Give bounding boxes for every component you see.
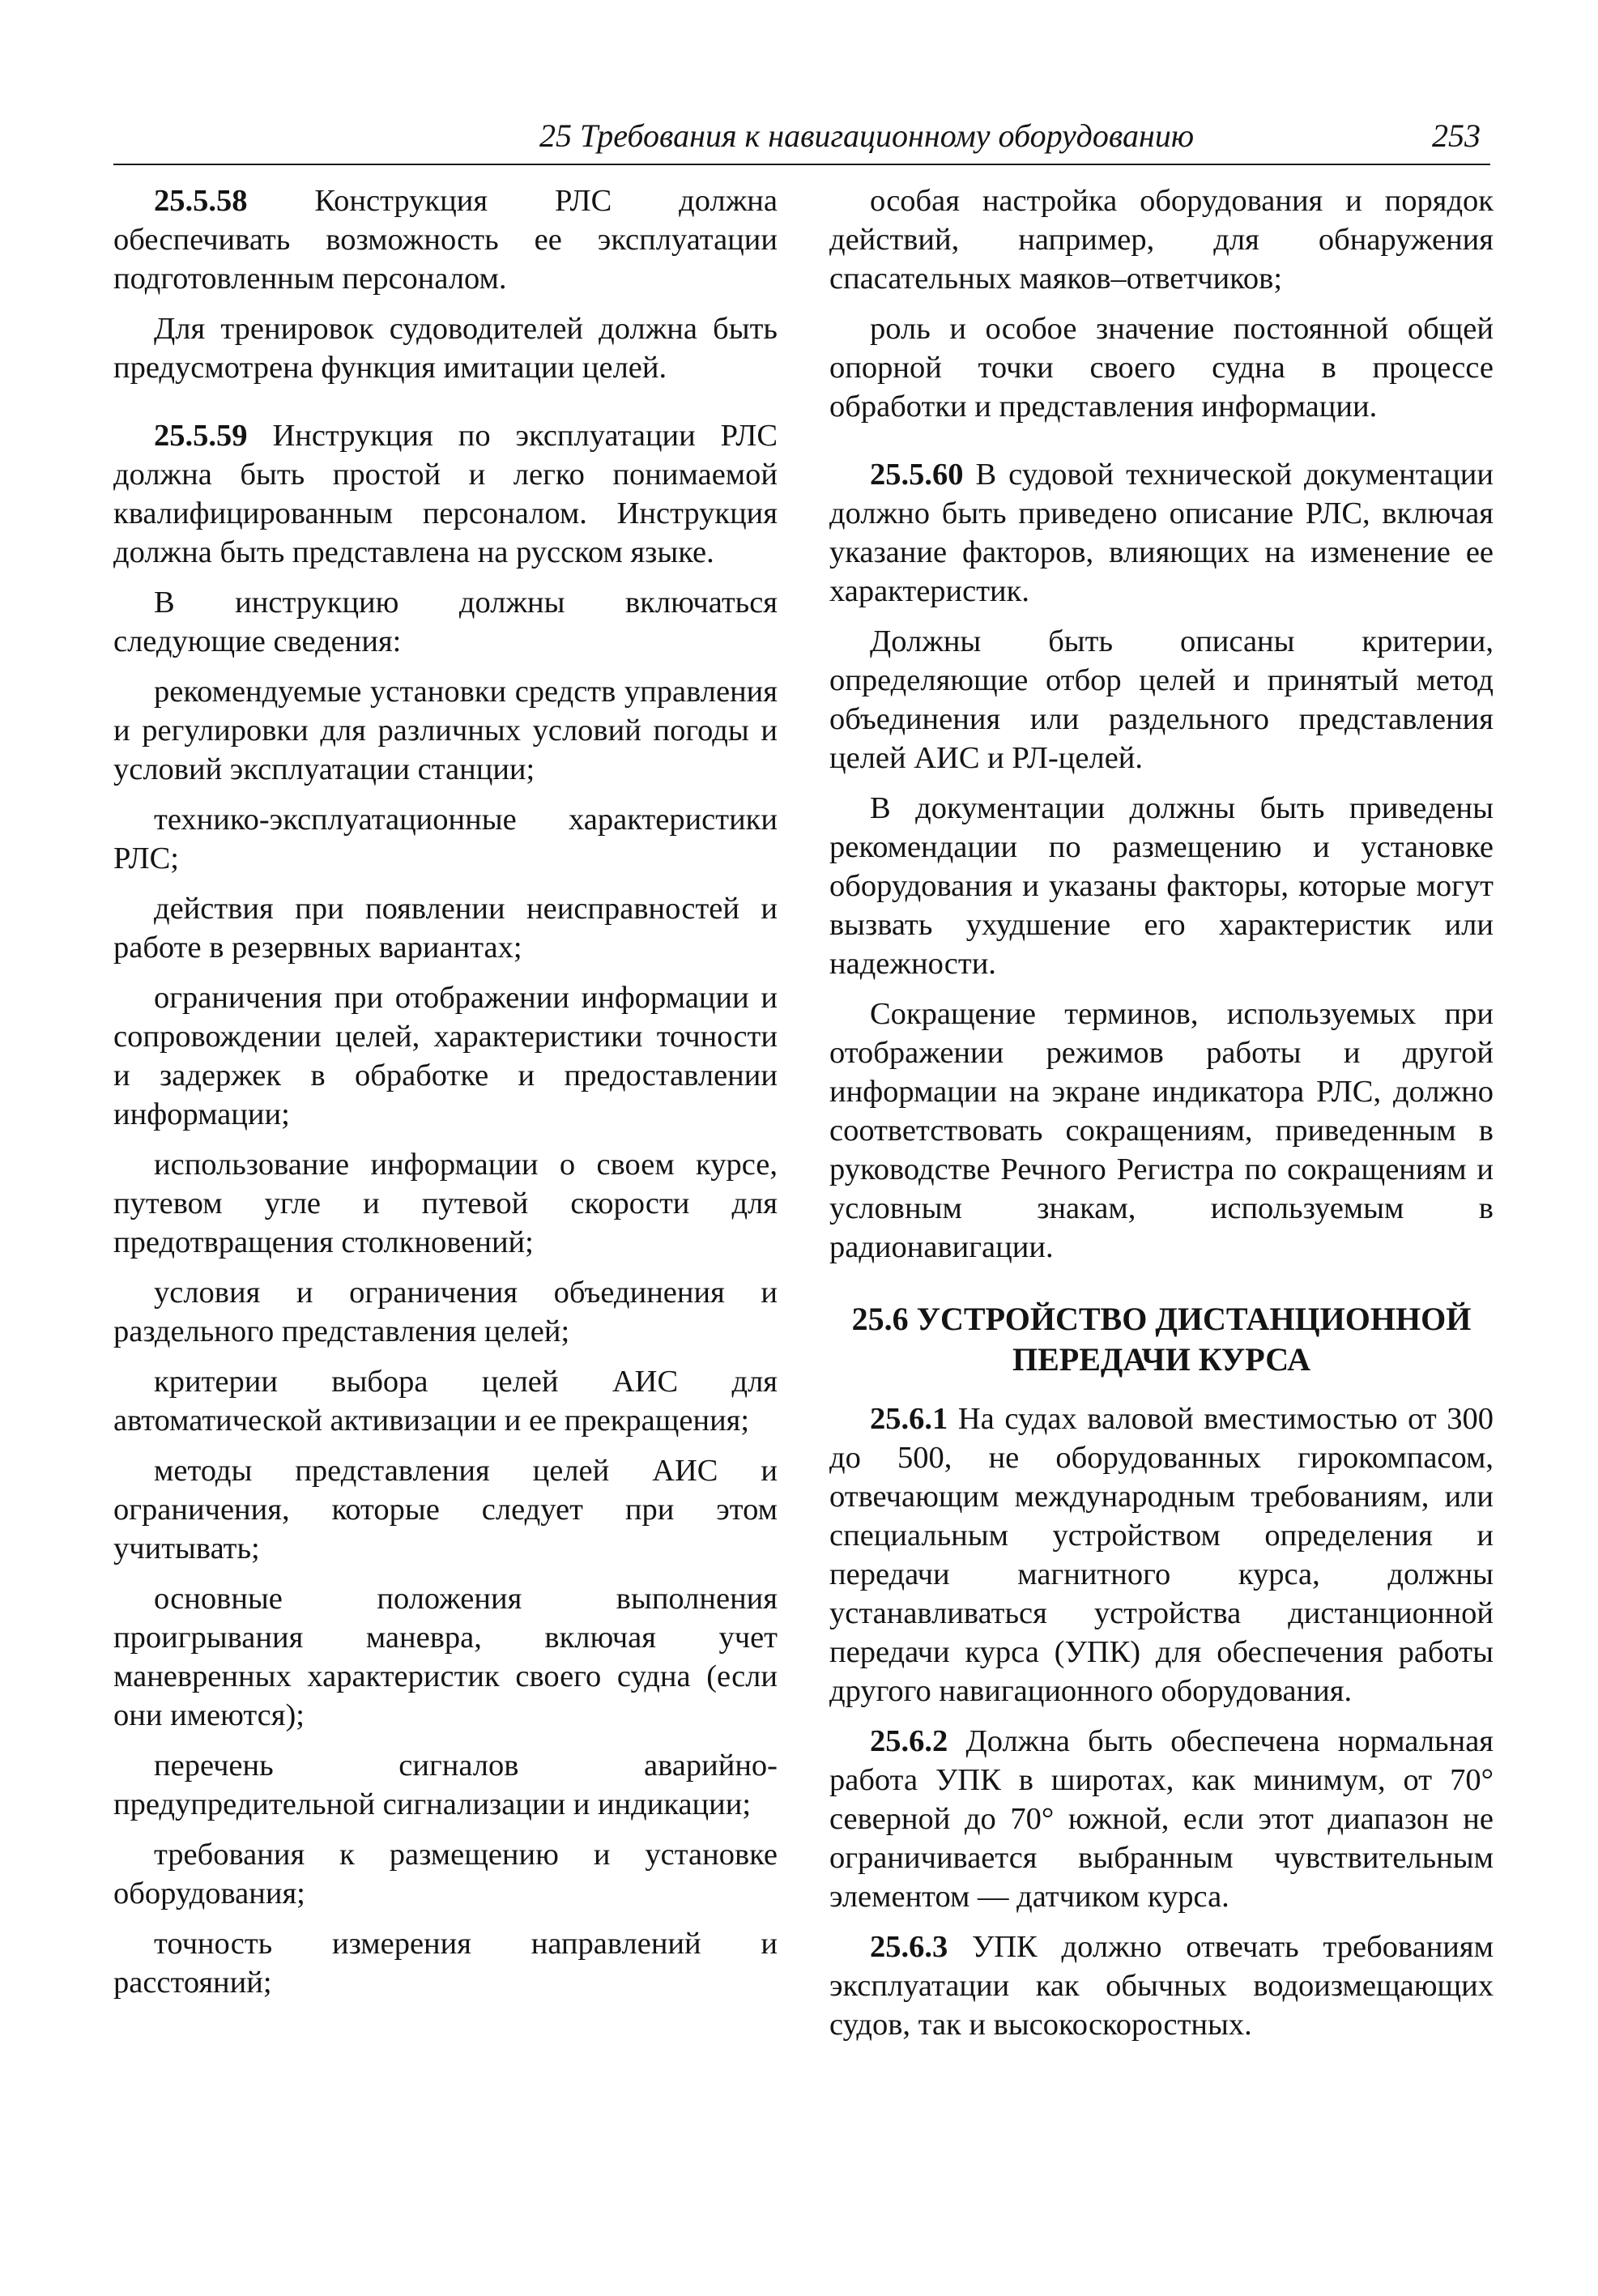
paragraph-text: Для тренировок судоводителей должна быть предусмотрена функция имитации целей. bbox=[113, 312, 778, 385]
paragraph-text: особая настройка оборудования и порядок действий, например, для обнаружения спасательных маяков–ответчиков; bbox=[829, 184, 1494, 296]
paragraph-text: точность измерения направлений и расстояний; bbox=[113, 1927, 778, 2000]
paragraph-text: В судовой технической документации должно быть приведено описание РЛС, включая указание факторов, влияющих на изменение ее характеристик. bbox=[829, 458, 1494, 608]
clause-number: 25.5.60 bbox=[870, 458, 964, 492]
list-item bbox=[113, 889, 778, 967]
right-column bbox=[829, 181, 1494, 2055]
list-item bbox=[829, 181, 1494, 298]
paragraph-text: роль и особое значение постоянной общей опорной точки своего судна в процессе обработки и представления информации. bbox=[829, 312, 1494, 424]
paragraph-text: Инструкция по эксплуатации РЛС должна быть простой и легко понимаемой квалифицированным персоналом. Инструкция должна быть представлена на русском языке. bbox=[113, 419, 778, 569]
list-item bbox=[113, 1835, 778, 1913]
paragraph bbox=[829, 789, 1494, 983]
list-item bbox=[829, 309, 1494, 426]
paragraph bbox=[829, 622, 1494, 777]
paragraph-text: действия при появлении неисправностей и работе в резервных вариантах; bbox=[113, 892, 778, 965]
clause-number: 25.5.59 bbox=[154, 419, 248, 453]
section-heading bbox=[829, 1299, 1494, 1380]
clause-number: 25.6.2 bbox=[870, 1724, 948, 1758]
clause-paragraph bbox=[829, 455, 1494, 611]
section-heading-line: 25.6 УСТРОЙСТВО ДИСТАНЦИОННОЙ bbox=[851, 1301, 1472, 1337]
list-item bbox=[113, 978, 778, 1134]
paragraph-text: Должны быть описаны критерии, определяющие отбор целей и принятый метод объединения или раздельного представления целей АИС и РЛ-целей. bbox=[829, 624, 1494, 775]
list-item bbox=[113, 1273, 778, 1351]
list-item bbox=[113, 1746, 778, 1824]
paragraph-text: основные положения выполнения проигрывания маневра, включая учет маневренных характеристик своего судна (если они имеются); bbox=[113, 1582, 778, 1732]
clause-paragraph bbox=[829, 1399, 1494, 1710]
running-header bbox=[113, 113, 1490, 165]
paragraph-text: требования к размещению и установке оборудования; bbox=[113, 1838, 778, 1910]
paragraph-text: рекомендуемые установки средств управления и регулировки для различных условий погоды и условий эксплуатации станции; bbox=[113, 675, 778, 786]
paragraph-text: Конструкция РЛС должна обеспечивать возможность ее эксплуатации подготовленным персоналом. bbox=[113, 184, 778, 296]
paragraph-text: В документации должны быть приведены рекомендации по размещению и установке оборудования и указаны факторы, которые могут вызвать ухудшение его характеристик или надежности. bbox=[829, 791, 1494, 981]
paragraph-text: УПК должно отвечать требованиям эксплуатации как обычных водоизмещающих судов, так и высокоскоростных. bbox=[829, 1930, 1494, 2042]
paragraph-text: Должна быть обеспечена нормальная работа УПК в широтах, как минимум, от 70° северной до 70° южной, если этот диапазон не ограничивается выбранным чувствительным элементом — датчиком курса. bbox=[829, 1724, 1494, 1914]
paragraph-text: критерии выбора целей АИС для автоматической активизации и ее прекращения; bbox=[113, 1365, 778, 1438]
paragraph-text: Сокращение терминов, используемых при отображении режимов работы и другой информации на экране индикатора РЛС, должно соответствовать сокращениям, приведенным в руководстве Речного Регистра по сокращениям и условным знакам, используемым в радионавигации. bbox=[829, 997, 1494, 1264]
left-column bbox=[113, 181, 778, 2013]
paragraph-text: использование информации о своем курсе, путевом угле и путевой скорости для предотвращения столкновений; bbox=[113, 1148, 778, 1259]
paragraph-text: условия и ограничения объединения и раздельного представления целей; bbox=[113, 1276, 778, 1348]
list-item bbox=[113, 1924, 778, 2002]
list-item bbox=[113, 1362, 778, 1440]
paragraph-text: перечень сигналов аварийно-предупредительной сигнализации и индикации; bbox=[113, 1749, 778, 1821]
section-heading-line: ПЕРЕДАЧИ КУРСА bbox=[1012, 1341, 1310, 1378]
paragraph-text: методы представления целей АИС и ограничения, которые следует при этом учитывать; bbox=[113, 1454, 778, 1565]
list-item bbox=[113, 672, 778, 789]
list-item bbox=[113, 1579, 778, 1735]
running-title: 25 Требования к навигационному оборудованию bbox=[539, 117, 1195, 154]
clause-paragraph bbox=[113, 181, 778, 298]
clause-paragraph bbox=[829, 1928, 1494, 2044]
paragraph bbox=[829, 995, 1494, 1267]
paragraph-text: ограничения при отображении информации и сопровождении целей, характеристики точности и задержек в обработке и предоставлении информации; bbox=[113, 981, 778, 1131]
clause-paragraph bbox=[113, 416, 778, 572]
clause-paragraph bbox=[829, 1722, 1494, 1916]
clause-number: 25.5.58 bbox=[154, 184, 248, 218]
paragraph-text: В инструкцию должны включаться следующие сведения: bbox=[113, 586, 778, 658]
list-item bbox=[113, 800, 778, 878]
list-item bbox=[113, 1451, 778, 1568]
list-item bbox=[113, 1145, 778, 1262]
page-number: 253 bbox=[1432, 117, 1481, 154]
paragraph-text: технико-эксплуатационные характеристики РЛС; bbox=[113, 803, 778, 875]
paragraph bbox=[113, 583, 778, 661]
paragraph-text: На судах валовой вместимостью от 300 до 500, не оборудованных гирокомпасом, отвечающим международным требованиям, или специальным устройством определения и передачи магнитного курса, должны устанавливаться устройства дистанционной передачи курса (УПК) для обеспечения работы другого навигационного оборудования. bbox=[829, 1402, 1494, 1708]
clause-number: 25.6.3 bbox=[870, 1930, 948, 1964]
clause-number: 25.6.1 bbox=[870, 1402, 948, 1436]
paragraph bbox=[113, 309, 778, 387]
